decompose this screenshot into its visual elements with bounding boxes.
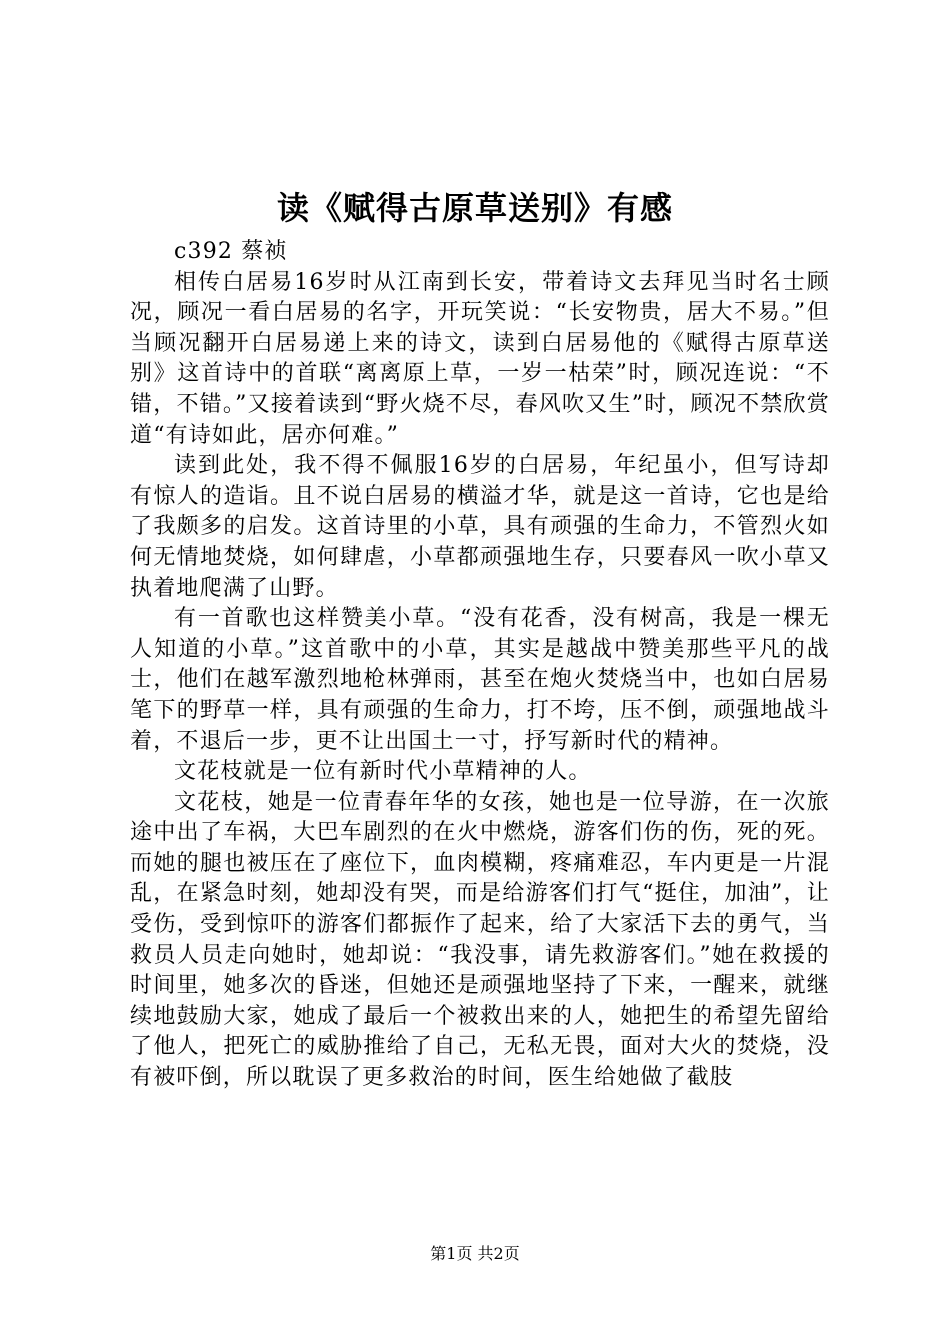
author-line: c392 蔡祯: [174, 239, 288, 264]
document-body: [130, 237, 830, 1094]
paragraph: 读到此处，我不得不佩服16岁的白居易，年纪虽小，但写诗却有惊人的造诣。且不说白居易的横溢才华，就是这一首诗，它也是给了我颇多的启发。这首诗里的小草，具有顽强的生命力，不管烈火如何无情地焚烧，如何肆虐，小草都顽强地生存，只要春风一吹小草又执着地爬满了山野。: [130, 453, 830, 601]
document-title: 读《赋得古原草送别》有感: [276, 189, 673, 227]
paragraph: 有一首歌也这样赞美小草。“没有花香，没有树高，我是一棵无人知道的小草。”这首歌中的小草，其实是越战中赞美那些平凡的战士，他们在越军激烈地枪林弹雨，甚至在炮火焚烧当中，也如白居易笔下的野草一样，具有顽强的生命力，打不垮，压不倒，顽强地战斗着，不退后一步，更不让出国土一寸，抒写新时代的精神。: [130, 606, 830, 754]
paragraph: 文花枝就是一位有新时代小草精神的人。: [174, 759, 592, 785]
paragraph: 文花枝，她是一位青春年华的女孩，她也是一位导游，在一次旅途中出了车祸，大巴车剧烈的在火中燃烧，游客们伤的伤，死的死。而她的腿也被压在了座位下，血肉模糊，疼痛难忍，车内更是一片混乱，在紧急时刻，她却没有哭，而是给游客们打气“挺住，加油”，让受伤，受到惊吓的游客们都振作了起来，给了大家活下去的勇气，当救员人员走向她时，她却说：“我没事，请先救游客们。”她在救援的时间里，她多次的昏迷，但她还是顽强地坚持了下来，一醒来，就继续地鼓励大家，她成了最后一个被救出来的人，她把生的希望先留给了他人，把死亡的威胁推给了自己，无私无畏，面对大火的焚烧，没有被吓倒，所以耽误了更多救治的时间，医生给她做了截肢: [130, 789, 830, 1091]
paragraph: 相传白居易16岁时从江南到长安，带着诗文去拜见当时名士顾况，顾况一看白居易的名字，开玩笑说：“长安物贵，居大不易。”但当顾况翻开白居易递上来的诗文，读到白居易他的《赋得古原草送别》这首诗中的首联“离离原上草，一岁一枯荣”时，顾况连说：“不错，不错。”又接着读到“野火烧不尽，春风吹又生”时，顾况不禁欣赏道“有诗如此，居亦何难。”: [130, 269, 830, 448]
page-number-footer: 第1页 共2页: [430, 1244, 520, 1263]
